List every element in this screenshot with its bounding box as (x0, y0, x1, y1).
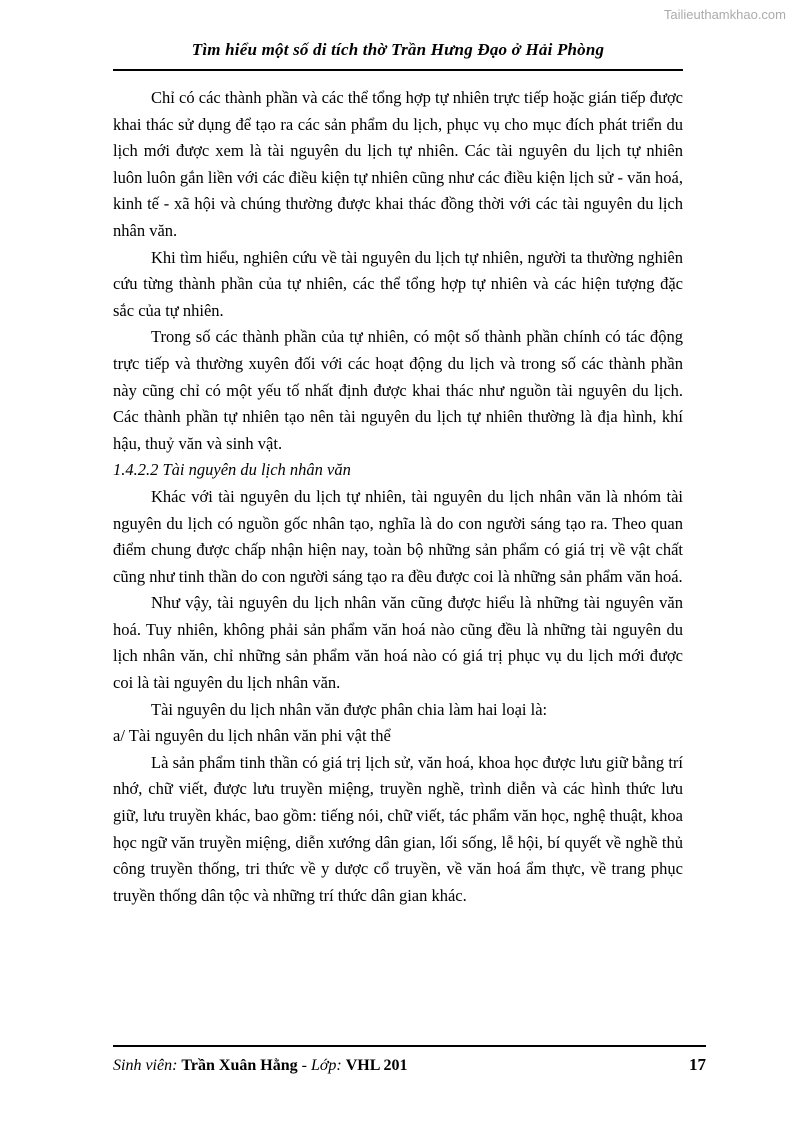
footer-separator: - (297, 1057, 311, 1074)
page-number: 17 (689, 1055, 706, 1074)
paragraph: a/ Tài nguyên du lịch nhân văn phi vật thể (113, 726, 391, 746)
body-text (113, 85, 683, 909)
paragraph: Chỉ có các thành phần và các thể tổng hợp tự nhiên trực tiếp hoặc gián tiếp được khai thác sử dụng để tạo ra các sản phẩm du lịch, phục vụ cho mục đích phát triển du lịch mới được xem là tài nguyên du lịch tự nhiên. Các tài nguyên du lịch tự nhiên luôn luôn gắn liền với các điều kiện tự nhiên cũng như các điều kiện lịch sử - văn hoá, kinh tế - xã hội và chúng thường được khai thác đồng thời với các tài nguyên du lịch nhân văn. (113, 88, 683, 240)
paragraph: Trong số các thành phần của tự nhiên, có một số thành phần chính có tác động trực tiếp và thường xuyên đối với các hoạt động du lịch và trong số các thành phần này cũng chỉ có một yếu tố nhất định được khai thác như nguồn tài nguyên du lịch. Các thành phần tự nhiên tạo nên tài nguyên du lịch tự nhiên thường là địa hình, khí hậu, thuỷ văn và sinh vật. (113, 327, 683, 453)
document-title: Tìm hiểu một số di tích thờ Trần Hưng Đạo ở Hải Phòng (191, 40, 605, 59)
paragraph: Khi tìm hiểu, nghiên cứu về tài nguyên du lịch tự nhiên, người ta thường nghiên cứu từng thành phần của tự nhiên, các thể tổng hợp tự nhiên và các hiện tượng đặc sắc của tự nhiên. (113, 247, 683, 320)
page-header (113, 40, 683, 71)
footer-student-name: Trần Xuân Hằng (181, 1057, 298, 1074)
watermark: Tailieuthamkhao.com (663, 7, 786, 22)
footer-student-label: Sinh viên: (113, 1057, 182, 1074)
paragraph: Khác với tài nguyên du lịch tự nhiên, tài nguyên du lịch nhân văn là nhóm tài nguyên du lịch có nguồn gốc nhân tạo, nghĩa là do con người sáng tạo ra. Theo quan điểm chung được chấp nhận hiện nay, toàn bộ những sản phẩm có giá trị về vật chất cũng như tinh thần do con người sáng tạo ra đều được coi là những sản phẩm văn hoá. (113, 486, 683, 586)
page-footer (113, 1045, 706, 1075)
paragraph: Như vậy, tài nguyên du lịch nhân văn cũng được hiểu là những tài nguyên văn hoá. Tuy nhiên, không phải sản phẩm văn hoá nào cũng đều là những tài nguyên du lịch nhân văn, chỉ những sản phẩm văn hoá nào có giá trị phục vụ du lịch mới được coi là tài nguyên du lịch nhân văn. (113, 593, 683, 693)
paragraph: Tài nguyên du lịch nhân văn được phân chia làm hai loại là: (151, 699, 548, 719)
footer-class-value: VHL 201 (345, 1057, 408, 1074)
footer-student-info (113, 1057, 408, 1075)
footer-class-label: Lớp: (310, 1057, 346, 1074)
paragraph: Là sản phẩm tinh thần có giá trị lịch sử, văn hoá, khoa học được lưu giữ bằng trí nhớ, chữ viết, được lưu truyền miệng, truyền nghề, trình diễn và các hình thức lưu giữ, lưu truyền khác, bao gồm: tiếng nói, chữ viết, tác phẩm văn học, nghệ thuật, khoa học ngữ văn truyền miệng, diễn xướng dân gian, lối sống, lễ hội, bí quyết về nghề thủ công truyền thống, tri thức về y dược cổ truyền, về văn hoá ẩm thực, về trang phục truyền thống dân tộc và những trí thức dân gian khác. (113, 752, 683, 905)
section-heading: 1.4.2.2 Tài nguyên du lịch nhân văn (113, 460, 351, 480)
